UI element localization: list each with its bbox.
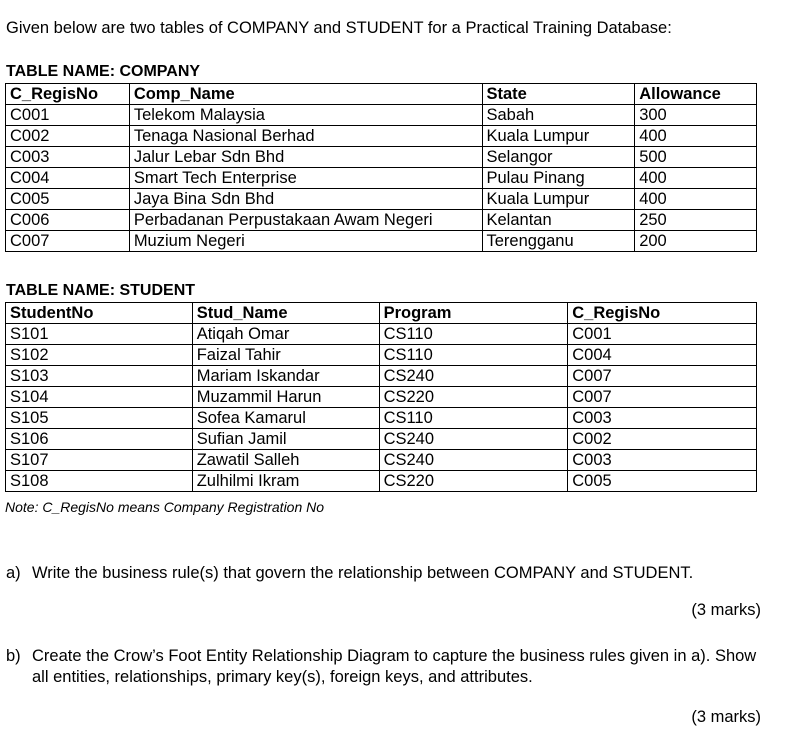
table-cell: CS240 xyxy=(379,366,568,387)
student-row xyxy=(6,366,757,387)
table-cell: CS220 xyxy=(379,387,568,408)
student-row xyxy=(6,387,757,408)
student-header-cell: StudentNo xyxy=(6,303,193,324)
table-cell: Faizal Tahir xyxy=(192,345,379,366)
company-header-cell: Comp_Name xyxy=(129,84,482,105)
table-cell: Tenaga Nasional Berhad xyxy=(129,126,482,147)
table-cell: Muzium Negeri xyxy=(129,231,482,252)
question-label: b) xyxy=(6,647,21,665)
table-cell: 500 xyxy=(635,147,757,168)
student-row xyxy=(6,471,757,492)
table-cell: CS240 xyxy=(379,450,568,471)
table-cell: Sabah xyxy=(482,105,635,126)
company-header-cell: C_RegisNo xyxy=(6,84,130,105)
table-cell: CS110 xyxy=(379,345,568,366)
student-header-cell: Program xyxy=(379,303,568,324)
company-row xyxy=(6,105,757,126)
student-header-row xyxy=(6,303,757,324)
table-cell: S104 xyxy=(6,387,193,408)
student-row xyxy=(6,429,757,450)
table-cell: S102 xyxy=(6,345,193,366)
table-cell: CS110 xyxy=(379,324,568,345)
company-table-title: TABLE NAME: COMPANY xyxy=(6,63,201,80)
table-cell: Zawatil Salleh xyxy=(192,450,379,471)
table-cell: S106 xyxy=(6,429,193,450)
table-cell: Kelantan xyxy=(482,210,635,231)
company-header-cell: Allowance xyxy=(635,84,757,105)
student-row xyxy=(6,345,757,366)
table-cell: Perbadanan Perpustakaan Awam Negeri xyxy=(129,210,482,231)
table-cell: C004 xyxy=(6,168,130,189)
table-cell: 400 xyxy=(635,168,757,189)
note-text: Note: C_RegisNo means Company Registration No xyxy=(5,499,325,515)
table-cell: C005 xyxy=(6,189,130,210)
company-row xyxy=(6,168,757,189)
student-row xyxy=(6,450,757,471)
question-a xyxy=(6,563,762,584)
table-cell: Kuala Lumpur xyxy=(482,189,635,210)
table-cell: C001 xyxy=(568,324,757,345)
table-cell: 200 xyxy=(635,231,757,252)
question-b xyxy=(6,646,762,688)
company-row xyxy=(6,189,757,210)
table-cell: Jaya Bina Sdn Bhd xyxy=(129,189,482,210)
table-cell: Selangor xyxy=(482,147,635,168)
table-cell: C003 xyxy=(568,408,757,429)
table-cell: Zulhilmi Ikram xyxy=(192,471,379,492)
table-cell: C004 xyxy=(568,345,757,366)
table-cell: CS240 xyxy=(379,429,568,450)
table-cell: 400 xyxy=(635,126,757,147)
company-table xyxy=(5,83,757,252)
table-cell: Telekom Malaysia xyxy=(129,105,482,126)
table-cell: S105 xyxy=(6,408,193,429)
company-row xyxy=(6,147,757,168)
table-cell: Mariam Iskandar xyxy=(192,366,379,387)
question-a-marks: (3 marks) xyxy=(691,601,761,619)
question-b-marks: (3 marks) xyxy=(691,708,761,726)
table-cell: C002 xyxy=(568,429,757,450)
table-cell: C003 xyxy=(6,147,130,168)
table-cell: Atiqah Omar xyxy=(192,324,379,345)
table-cell: C002 xyxy=(6,126,130,147)
table-cell: C007 xyxy=(6,231,130,252)
table-cell: C007 xyxy=(568,366,757,387)
table-cell: C003 xyxy=(568,450,757,471)
intro-text: Given below are two tables of COMPANY and STUDENT for a Practical Training Database: xyxy=(6,19,672,37)
table-cell: S103 xyxy=(6,366,193,387)
table-cell: Sofea Kamarul xyxy=(192,408,379,429)
table-cell: Terengganu xyxy=(482,231,635,252)
table-cell: C005 xyxy=(568,471,757,492)
table-cell: 400 xyxy=(635,189,757,210)
table-cell: Jalur Lebar Sdn Bhd xyxy=(129,147,482,168)
table-cell: C006 xyxy=(6,210,130,231)
company-row xyxy=(6,210,757,231)
company-row xyxy=(6,126,757,147)
question-label: a) xyxy=(6,564,21,582)
table-cell: Muzammil Harun xyxy=(192,387,379,408)
question-text: Write the business rule(s) that govern the relationship between COMPANY and STUDENT. xyxy=(32,564,694,582)
company-header-row xyxy=(6,84,757,105)
student-table xyxy=(5,302,757,492)
table-cell: Pulau Pinang xyxy=(482,168,635,189)
company-header-cell: State xyxy=(482,84,635,105)
table-cell: Sufian Jamil xyxy=(192,429,379,450)
student-row xyxy=(6,408,757,429)
table-cell: Smart Tech Enterprise xyxy=(129,168,482,189)
student-table-title: TABLE NAME: STUDENT xyxy=(6,282,196,299)
table-cell: S108 xyxy=(6,471,193,492)
table-cell: C001 xyxy=(6,105,130,126)
table-cell: S101 xyxy=(6,324,193,345)
table-cell: 250 xyxy=(635,210,757,231)
question-text: Create the Crow’s Foot Entity Relationship Diagram to capture the business rules given in a). Show all entities, relationships, primary key(s), foreign keys, and attributes. xyxy=(32,647,757,686)
table-cell: CS220 xyxy=(379,471,568,492)
student-row xyxy=(6,324,757,345)
company-row xyxy=(6,231,757,252)
table-cell: CS110 xyxy=(379,408,568,429)
student-header-cell: Stud_Name xyxy=(192,303,379,324)
table-cell: 300 xyxy=(635,105,757,126)
student-header-cell: C_RegisNo xyxy=(568,303,757,324)
table-cell: C007 xyxy=(568,387,757,408)
table-cell: S107 xyxy=(6,450,193,471)
table-cell: Kuala Lumpur xyxy=(482,126,635,147)
